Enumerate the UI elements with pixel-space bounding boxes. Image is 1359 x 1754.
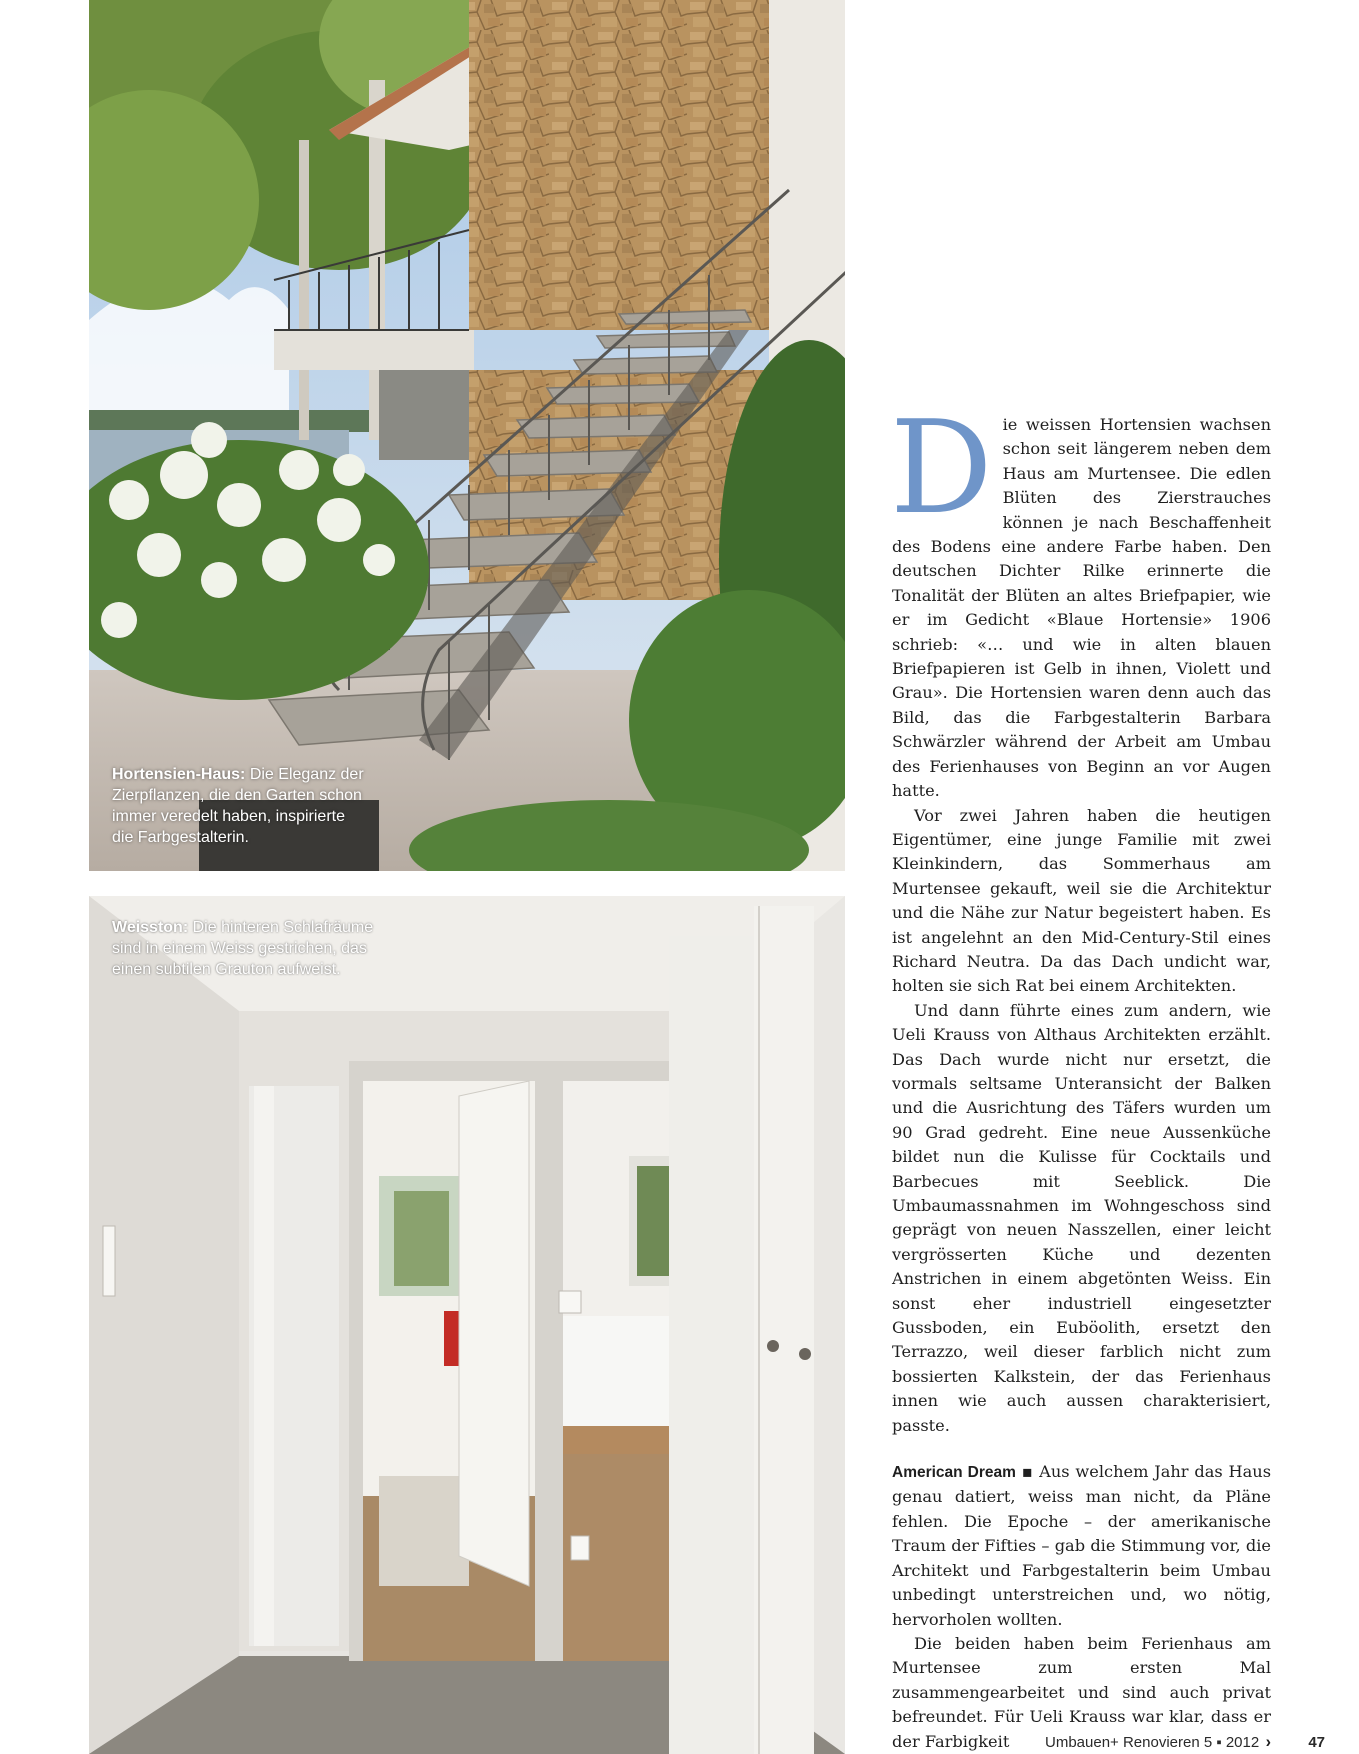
paragraph-gap bbox=[892, 1438, 1271, 1460]
article-body bbox=[890, 394, 1271, 1754]
article-paragraph: Vor zwei Jahren haben die heutigen Eigentümer, eine junge Familie mit zwei Kleinkindern, das Sommerhaus am Murtensee gekauft, weil sie die Architektur und die Nähe zur Natur begeistert haben. Es ist angelehnt an den Mid-Century-Stil eines Richard Neutra. Da das Dach undicht war, holten sie sich Rat bei einem Architekten. bbox=[892, 805, 1271, 996]
article-paragraph: Und dann führte eines zum andern, wie Ueli Krauss von Althaus Architekten erzählt. Das Dach wurde nicht nur ersetzt, die vormals seltsame Unteransicht der Balken und die Ausrichtung des Täfers wurden um 90 Grad gedreht. Eine neue Aussenküche bildet nun die Kulisse für Cocktails und Barbecues mit Seeblick. Die Umbaumassnahmen im Wohngeschoss sind geprägt von neuen Nasszellen, einer leicht vergrösserten Küche und dezenten Anstrichen in einem abgetönten Weiss. Ein sonst eher industriell eingesetzter Gussboden, ein Euböolith, ersetzt den Terrazzo, weil dieser farblich nicht zum bossierten Kalkstein, der das Ferienhaus innen wie auch aussen charakterisiert, passte. bbox=[892, 1000, 1271, 1435]
caption-staircase bbox=[112, 764, 412, 848]
paragraph-text: Die beiden haben beim Ferienhaus am Murtensee zum ersten Mal zusammengearbeitet und sind auch privat befreundet. Für Ueli Krauss war klar, dass er der Farbigkeit bbox=[892, 1633, 1271, 1751]
section-subhead: American Dream bbox=[892, 1464, 1016, 1482]
drop-cap: D bbox=[890, 394, 993, 543]
photo-hallway bbox=[89, 896, 845, 1754]
staircase-illustration bbox=[89, 0, 845, 871]
subhead-separator: ▪ bbox=[1015, 1462, 1040, 1482]
caption-line: einen subtilen Grauton aufweist. bbox=[112, 961, 341, 978]
magazine-issue: Umbauen+ Renovieren 5 ▪ 2012 bbox=[1045, 1734, 1260, 1751]
page-number: 47 bbox=[1308, 1734, 1325, 1751]
page-footer bbox=[1045, 1734, 1325, 1754]
photo-staircase bbox=[89, 0, 845, 871]
caption-title: Hortensien-Haus: bbox=[112, 766, 246, 783]
caption-line: Die hinteren Schlafräume bbox=[192, 919, 374, 936]
paragraph-text: ie weissen Hortensien wachsen schon seit längerem neben dem Haus am Murtensee. Die edlen Blüten des Zierstrauches können je nach Beschaffenheit des Bodens eine andere Farbe haben. Den deutschen Dichter Rilke erinnerte die Tonalität der Blüten an altes Briefpapier, wie er im Gedicht «Blaue Hortensie» 1906 schrieb: «… und wie in alten blauen Briefpapieren ist Gelb in ihnen, Violett und Grau». Die Hortensien waren denn auch das Bild, das die Farbgestalterin Barbara Schwärzler während der Arbeit am Umbau des Ferienhauses von Beginn an vor Augen hatte. bbox=[892, 415, 1271, 801]
caption-line: die Farbgestalterin. bbox=[112, 829, 249, 846]
caption-line: sind in einem Weiss gestrichen, das bbox=[112, 940, 367, 957]
caption-line: Zierpflanzen, die den Garten schon bbox=[112, 787, 362, 804]
caption-line: immer veredelt haben, inspirierte bbox=[112, 808, 345, 825]
caption-line: Die Eleganz der bbox=[249, 766, 364, 783]
continue-arrow-icon: › bbox=[1265, 1732, 1271, 1751]
article-paragraph bbox=[892, 1460, 1271, 1632]
caption-title: Weisston: bbox=[112, 919, 189, 936]
caption-hallway bbox=[112, 917, 412, 980]
paragraph-text: Aus welchem Jahr das Haus genau datiert, weiss man nicht, da Pläne fehlen. Die Epoche – der amerikanische Traum der Fifties – gab die Stimmung vor, die Architekt und Farbgestalterin beim Umbau unbedingt unterstreichen und, wo nötig, hervorholen wollten. bbox=[892, 1462, 1271, 1629]
article-paragraph bbox=[890, 394, 1271, 804]
hallway-illustration bbox=[89, 896, 845, 1754]
